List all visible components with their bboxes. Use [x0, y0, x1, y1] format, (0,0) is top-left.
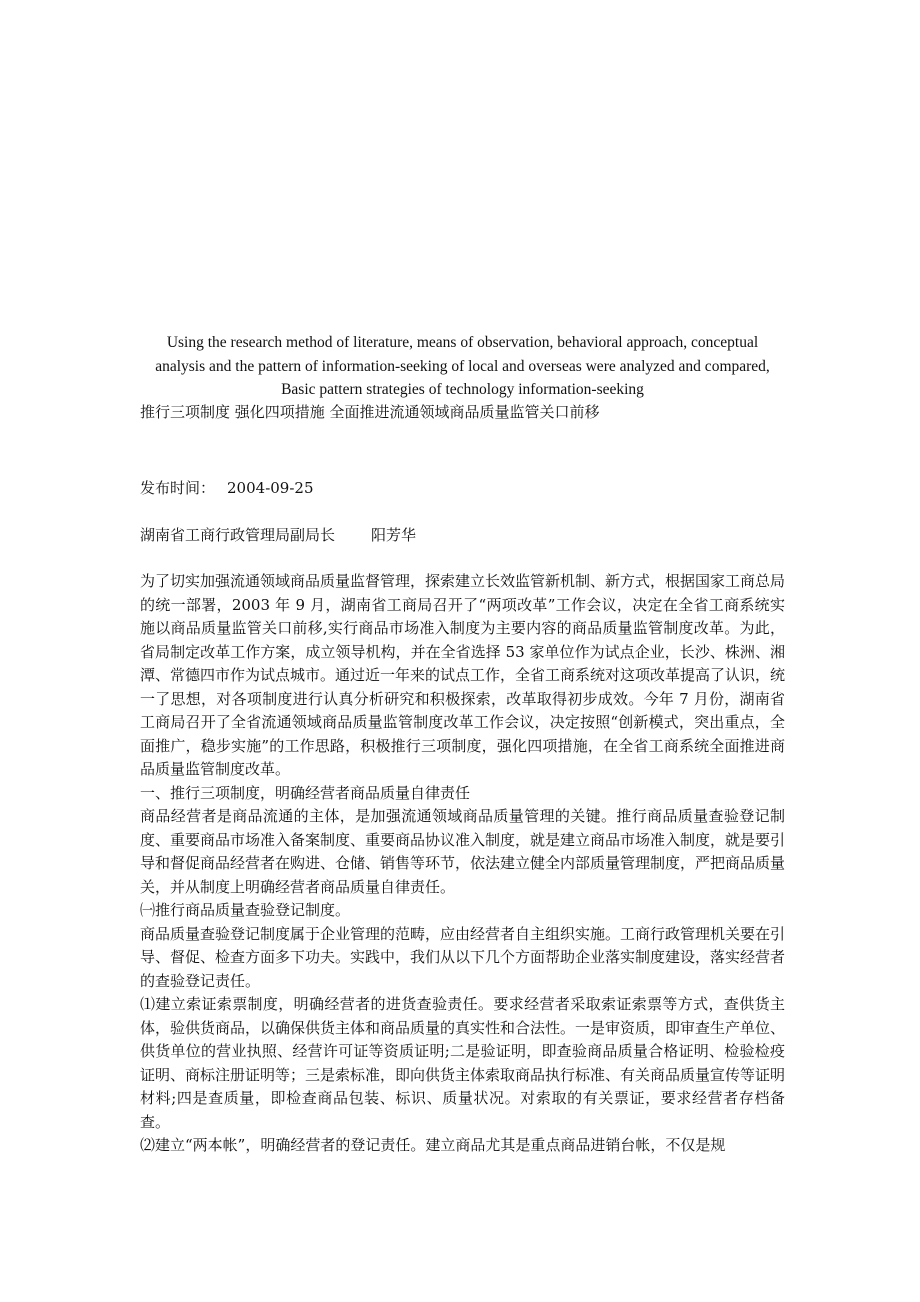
paragraph: 商品经营者是商品流通的主体，是加强流通领域商品质量管理的关键。推行商品质量查验登记制度、重要商品市场准入备案制度、重要商品协议准入制度，就是建立商品市场准入制度，就是要引导和督促商品经营者在购进、仓储、销售等环节，依法建立健全内部质量管理制度，严把商品质量关，并从制度上明确经营者商品质量自律责任。	[140, 807, 786, 896]
publish-label: 发布时间：	[140, 479, 216, 497]
publish-date: 2004-09-25	[227, 479, 314, 497]
section-heading: 一、推行三项制度，明确经营者商品质量自律责任	[140, 783, 471, 802]
abstract-line: Using the research method of literature, means of observation, behavioral approach, conceptual	[166, 334, 759, 351]
article-body	[140, 570, 785, 1158]
author-name: 阳芳华	[371, 526, 417, 544]
article-title: 推行三项制度 强化四项措施 全面推进流通领域商品质量监管关口前移	[140, 403, 600, 421]
abstract-line: Basic pattern strategies of technology information-seeking	[281, 381, 644, 398]
author-line	[140, 524, 785, 548]
english-abstract	[130, 331, 795, 402]
publish-info	[140, 477, 785, 501]
abstract-line: analysis and the pattern of information-seeking of local and overseas were analyzed and compared,	[155, 357, 770, 375]
author-position: 湖南省工商行政管理局副局长	[140, 526, 336, 544]
paragraph: ⑵建立“两本帐”，明确经营者的登记责任。建立商品尤其是重点商品进销台帐，不仅是规	[140, 1136, 726, 1154]
subsection-heading: ㈠推行商品质量查验登记制度。	[140, 901, 351, 919]
paragraph: 为了切实加强流通领域商品质量监督管理，探索建立长效监管新机制、新方式，根据国家工商总局的统一部署，2003 年 9 月，湖南省工商局召开了“两项改革”工作会议，决定在全省工商系统实施以商品质量监管关口前移,实行商品市场准入制度为主要内容的商品质量监管制度改革。为此，省局制定改革工作方案，成立领导机构，并在全省选择 53 家单位作为试点企业，长沙、株洲、湘潭、常德四市作为试点城市。通过近一年来的试点工作，全省工商系统对这项改革提高了认识，统一了思想，对各项制度进行认真分析研究和积极探索，改革取得初步成效。今年 7 月份，湖南省工商局召开了全省流通领域商品质量监管制度改革工作会议，决定按照“创新模式，突出重点，全面推广，稳步实施”的工作思路，积极推行三项制度，强化四项措施，在全省工商系统全面推进商品质量监管制度改革。	[140, 572, 786, 778]
paragraph: ⑴建立索证索票制度，明确经营者的进货查验责任。要求经营者采取索证索票等方式，查供货主体，验供货商品，以确保供货主体和商品质量的真实性和合法性。一是审资质，即审查生产单位、供货单位的营业执照、经营许可证等资质证明;二是验证明，即查验商品质量合格证明、检验检疫证明、商标注册证明等；三是索标准，即向供货主体索取商品执行标准、有关商品质量宣传等证明材料;四是查质量，即检查商品包装、标识、质量状况。对索取的有关票证，要求经营者存档备查。	[140, 995, 786, 1131]
paragraph: 商品质量查验登记制度属于企业管理的范畴，应由经营者自主组织实施。工商行政管理机关要在引导、督促、检查方面多下功夫。实践中，我们从以下几个方面帮助企业落实制度建设，落实经营者的查验登记责任。	[140, 924, 786, 990]
